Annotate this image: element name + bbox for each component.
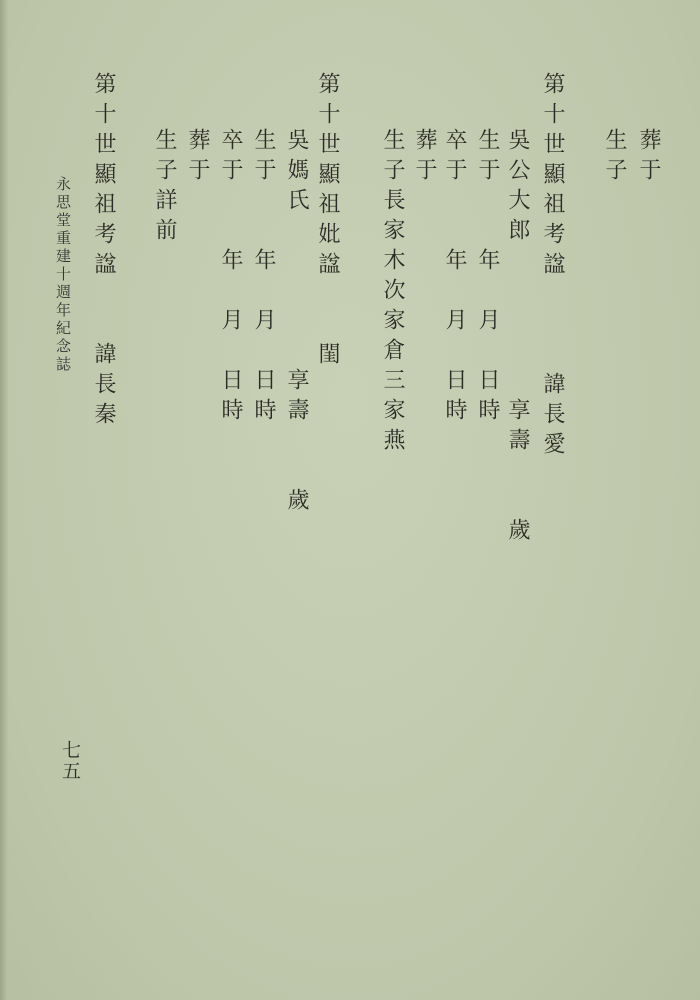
- text-column-10: 吳媽氏 享壽 歲: [284, 128, 309, 518]
- text-column-15: 第十世顯祖考諡 諱長秦: [91, 72, 116, 432]
- text-column-11: 生于 年 月 日時: [251, 128, 276, 428]
- text-column-7: 生子長家木次家倉三家燕: [380, 128, 405, 458]
- text-column-2: 生子: [602, 128, 627, 188]
- text-column-9: 第十世顯祖妣諡 閨: [315, 72, 340, 372]
- text-column-5: 生于 年 月 日時: [475, 128, 500, 428]
- running-title: 永思堂重建十週年紀念誌: [54, 176, 72, 374]
- text-column-6: 卒于 年 月 日時: [442, 128, 467, 428]
- text-column-1: 葬于: [636, 128, 661, 188]
- page-edge: [0, 0, 8, 1000]
- text-column-14: 生子詳前: [152, 128, 177, 248]
- text-column-13: 葬于: [185, 128, 210, 188]
- text-column-4: 吳公大郎 享壽 歲: [505, 128, 530, 548]
- text-column-12: 卒于 年 月 日時: [218, 128, 243, 428]
- text-column-8: 葬于: [412, 128, 437, 188]
- text-column-3: 第十世顯祖考諡 諱長愛: [540, 72, 565, 462]
- page-number: 七五: [59, 740, 81, 782]
